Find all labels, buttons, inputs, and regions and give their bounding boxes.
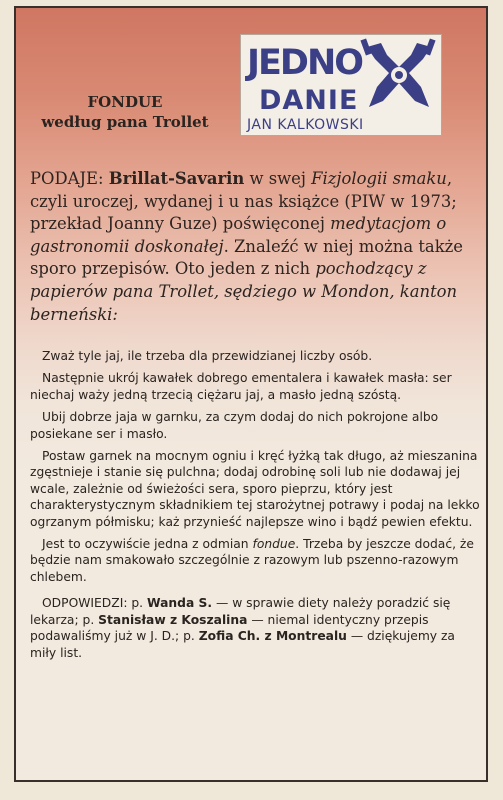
logo-title: JEDNO xyxy=(247,43,363,83)
column-logo xyxy=(240,34,442,136)
lead-italic: medytacjom o gastronomii doskonałej xyxy=(30,214,447,256)
lead-part: , czyli uroczej, wydanej i u nas książce (PIW w 1973; przekład Joanny Guze) poświęconej xyxy=(30,169,457,234)
reader-name: Zofia Ch. z Montrealu xyxy=(198,629,347,644)
lead-part: PODAJE: xyxy=(30,169,109,188)
lead-italic: pochodzący z papierów pana Trollet, sędziego w Mondon, kanton berneński: xyxy=(30,259,458,324)
recipe-note xyxy=(30,536,482,585)
lead-text xyxy=(30,168,482,326)
recipe-step: Następnie ukrój kawałek dobrego ementalera i kawałek masła: ser niechaj waży jedną trzecią ciężaru jaj, a masło jedną szóstą. xyxy=(30,371,452,402)
reader-name: Stanisław z Koszalina xyxy=(98,612,248,627)
lead-part: . Znaleźć w niej można także sporo przepisów. Oto jeden z nich xyxy=(30,236,463,279)
answers-part: — dziękujemy za miły list. xyxy=(30,629,455,660)
lead-paragraph xyxy=(30,168,482,326)
recipe-step: Zważ tyle jaj, ile trzeba dla przewidzianej liczby osób. xyxy=(42,349,373,363)
answers-part: ODPOWIEDZI: p. xyxy=(42,596,147,611)
note-italic: fondue xyxy=(252,537,296,552)
heading-subtitle: według pana Trollet xyxy=(41,113,209,131)
recipe-box xyxy=(30,348,482,667)
note-part: . Trzeba by jeszcze dodać, że będzie nam smakowało szczególnie z razowym lub pszenno-razowym chlebem. xyxy=(30,537,474,584)
recipe-step: Ubij dobrze jaja w garnku, za czym dodaj do nich pokrojone albo posiekane ser i masło. xyxy=(30,410,439,441)
note-part: Jest to oczywiście jedna z odmian xyxy=(42,537,253,552)
recipe-heading xyxy=(30,92,220,132)
book-title: Fizjologii smaku xyxy=(311,169,447,188)
fork-knife-icon xyxy=(359,37,439,117)
heading-title: FONDUE xyxy=(87,93,163,111)
author-name: Brillat-Savarin xyxy=(108,169,245,188)
lead-part: w swej xyxy=(244,169,312,188)
answers-part: — niemal identyczny przepis podawaliśmy już w J. D.; p. xyxy=(30,612,429,644)
logo-subtitle: DANIE xyxy=(259,85,359,116)
answers-part: — w sprawie diety należy poradzić się lekarza; p. xyxy=(30,596,451,627)
reader-answers xyxy=(30,595,482,661)
logo-author: JAN KALKOWSKI xyxy=(247,117,364,133)
recipe-step: Postaw garnek na mocnym ogniu i kręć łyżką tak długo, aż mieszanina zgęstnieje i stanie się pulchna; dodaj odrobinę soli lub nie dodawaj jej wcale, zależnie od świeżości sera, sporo pieprzu, który jest charakterystycznym składnikiem tej starożytnej potrawy i podaj na lekko ogrzanym półmisku; każ przynieść najlepsze wino i bądź pewien efektu. xyxy=(30,449,480,529)
reader-name: Wanda S. xyxy=(147,596,213,611)
